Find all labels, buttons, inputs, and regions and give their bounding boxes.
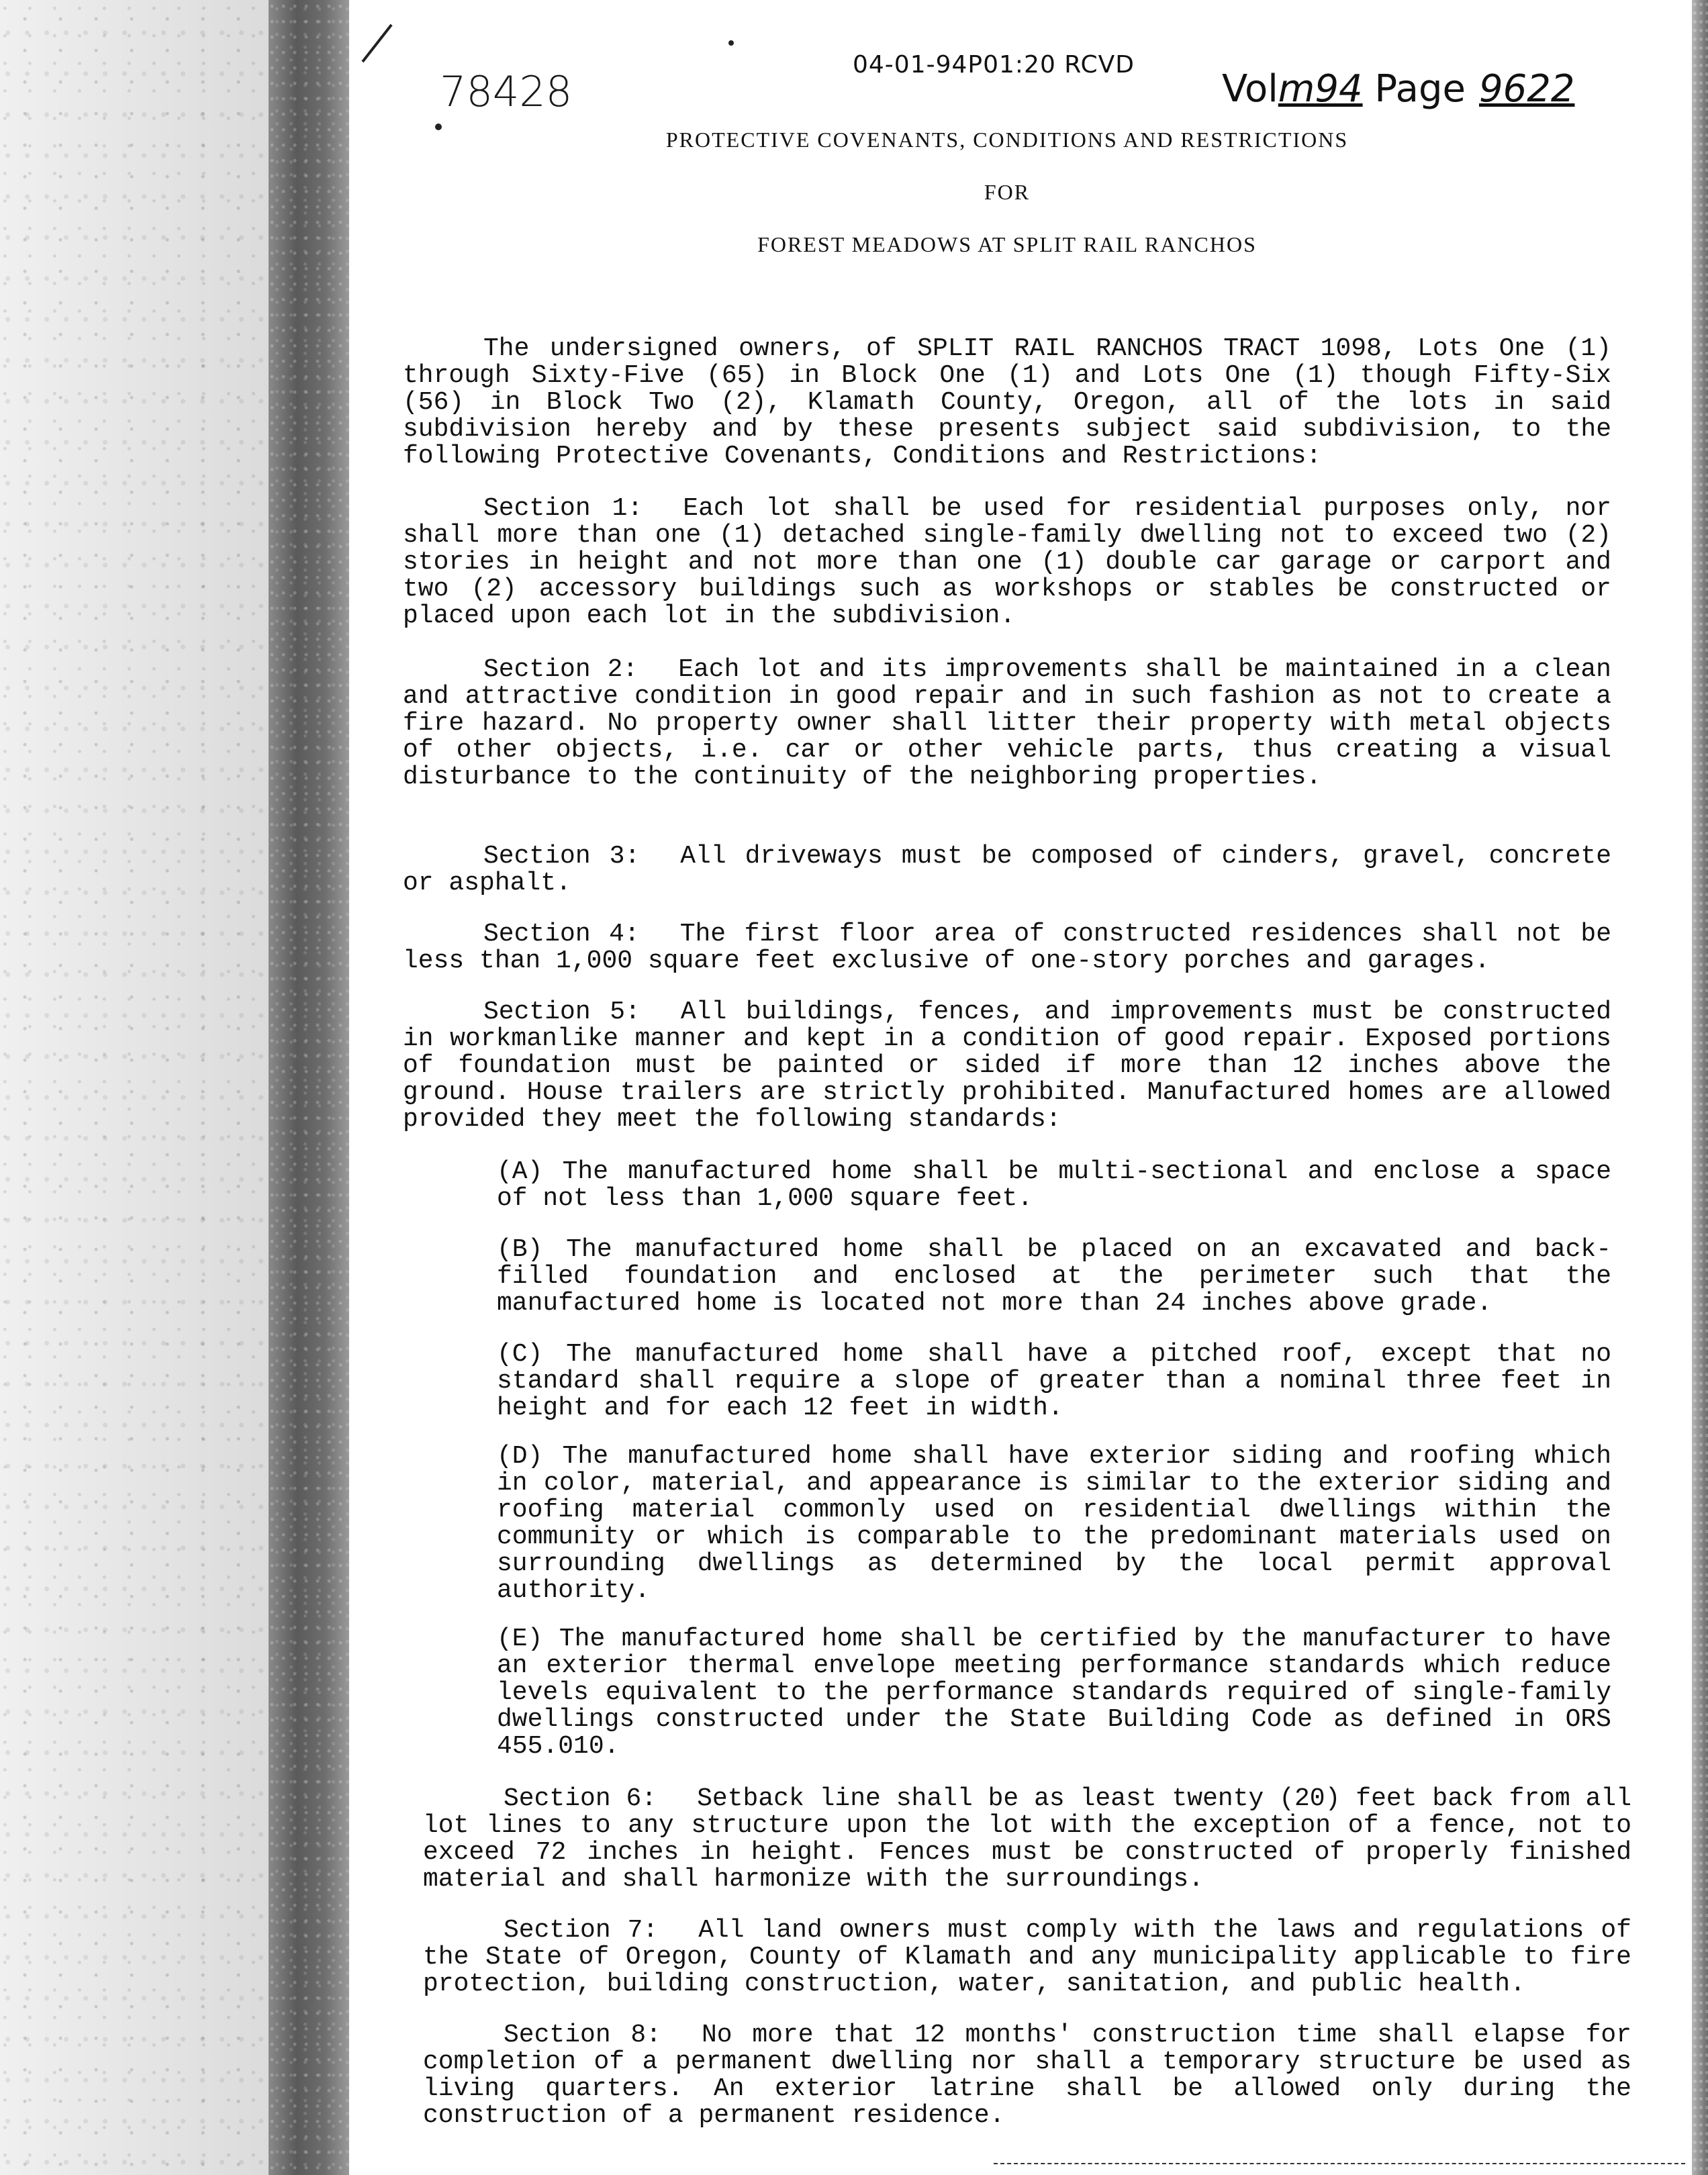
section-text: All buildings, fences, and improvements must be constructed in workmanlike manner and kept in a condition of good repair. Exposed portions of foundation must be painted or sided if more than 12 inches above the ground. House trailers are strictly prohibited. Manufactured homes are allowed provided they meet the following standards:	[403, 998, 1611, 1134]
ink-dot	[728, 40, 734, 46]
section-label: Section 8:	[504, 2021, 661, 2049]
section-text: Each lot and its improvements shall be maintained in a clean and attractive condition in good repair and in such fashion as not to create a fire hazard. No property owner shall litter their property with metal objects of other objects, i.e. car or other vehicle parts, thus creating a visual disturbance to the continuity of the neighboring properties.	[403, 655, 1611, 791]
page-label: Page	[1374, 67, 1466, 111]
standard-label: (B)	[497, 1235, 543, 1264]
standard-text: The manufactured home shall be placed on an excavated and back-filled foundation and enclosed at the perimeter such that the manufactured home is located not more than 24 inches above grade.	[497, 1235, 1611, 1318]
standard-label: (D)	[497, 1442, 543, 1471]
standard-label: (E)	[497, 1625, 543, 1653]
section-text: All driveways must be composed of cinders, gravel, concrete or asphalt.	[403, 842, 1611, 898]
section-4	[403, 921, 1611, 975]
document-title: PROTECTIVE COVENANTS, CONDITIONS AND RESTRICTIONS	[665, 128, 1349, 152]
section-3	[403, 843, 1611, 897]
scan-noise-margin	[0, 0, 269, 2175]
scan-right-edge	[1692, 0, 1708, 2175]
section-text: No more that 12 months' construction time shall elapse for completion of a permanent dwelling nor shall a temporary structure be used as living quarters. An exterior latrine shall be allowed only during the construction of a permanent residence.	[423, 2021, 1631, 2130]
section-7	[423, 1917, 1631, 1998]
section-label: Section 5:	[483, 998, 640, 1026]
section-text: All land owners must comply with the laws and regulations of the State of Oregon, County of Klamath and any municipality applicable to fire protection, building construction, water, sanitation, and public health.	[423, 1916, 1631, 1998]
standard-text: The manufactured home shall have exterior siding and roofing which in color, material, and appearance is similar to the exterior siding and roofing material commonly used on residential dwellings within the community or which is comparable to the predominant materials used on surrounding dwellings as determined by the local permit approval authority.	[497, 1442, 1612, 1605]
standard-d	[497, 1443, 1611, 1604]
section-label: Section 2:	[483, 655, 638, 684]
standard-e	[497, 1626, 1611, 1760]
volume-value: m94	[1278, 67, 1363, 111]
intro-paragraph: The undersigned owners, of SPLIT RAIL RANCHOS TRACT 1098, Lots One (1) through Sixty-Five (65) in Block One (1) and Lots One (1) though Fifty-Six (56) in Block Two (2), Klamath County, Oregon, all of the lots in said subdivision hereby and by these presents subject said subdivision, to the following Protective Covenants, Conditions and Restrictions:	[403, 334, 1611, 471]
volume-label: Vol	[1222, 67, 1278, 111]
volume-page-reference	[1222, 67, 1575, 111]
section-text: Setback line shall be as least twenty (20) feet back from all lot lines to any structure upon the lot with the exception of a fence, not to exceed 72 inches in height. Fences must be constructed of properly finished material and shall harmonize with the surroundings.	[423, 1784, 1631, 1894]
standard-text: The manufactured home shall be certified by the manufacturer to have an exterior thermal envelope meeting performance standards which reduce levels equivalent to the performance standards required of single-family dwellings constructed under the State Building Code as defined in ORS 455.010.	[497, 1625, 1611, 1761]
document-number: 78428	[440, 67, 573, 116]
scan-binding-shadow	[269, 0, 349, 2175]
document-title-for: FOR	[984, 180, 1031, 204]
standard-c	[497, 1341, 1611, 1422]
standard-b	[497, 1237, 1611, 1317]
section-text: Each lot shall be used for residential purposes only, nor shall more than one (1) detached single-family dwelling not to exceed two (2) stories in height and not more than one (1) double car garage or carport and two (2) accessory buildings such as workshops or stables be constructed or placed upon each lot in the subdivision.	[403, 494, 1612, 630]
received-stamp: 04-01-94P01:20 RCVD	[853, 51, 1135, 79]
standard-label: (A)	[497, 1157, 543, 1186]
section-label: Section 3:	[483, 842, 640, 871]
standard-a	[497, 1159, 1611, 1212]
section-2	[403, 657, 1611, 791]
section-5	[403, 999, 1611, 1133]
standard-label: (C)	[497, 1340, 543, 1369]
standard-text: The manufactured home shall have a pitched roof, except that no standard shall require a slope of greater than a nominal three feet in height and for each 12 feet in width.	[497, 1340, 1611, 1422]
document-subtitle: FOREST MEADOWS AT SPLIT RAIL RANCHOS	[757, 232, 1257, 256]
pen-slash-mark	[361, 24, 392, 63]
bottom-dashed-rule	[994, 2163, 1685, 2166]
section-label: Section 1:	[483, 494, 643, 523]
section-label: Section 4:	[483, 920, 640, 949]
section-1	[403, 495, 1611, 630]
page-value: 9622	[1478, 67, 1575, 111]
section-text: The first floor area of constructed residences shall not be less than 1,000 square feet exclusive of one-story porches and garages.	[403, 920, 1612, 975]
standard-text: The manufactured home shall be multi-sectional and enclose a space of not less than 1,000 square feet.	[497, 1157, 1612, 1213]
section-6	[423, 1786, 1631, 1893]
section-label: Section 7:	[504, 1916, 659, 1945]
section-8	[423, 2022, 1631, 2129]
section-label: Section 6:	[504, 1784, 657, 1813]
